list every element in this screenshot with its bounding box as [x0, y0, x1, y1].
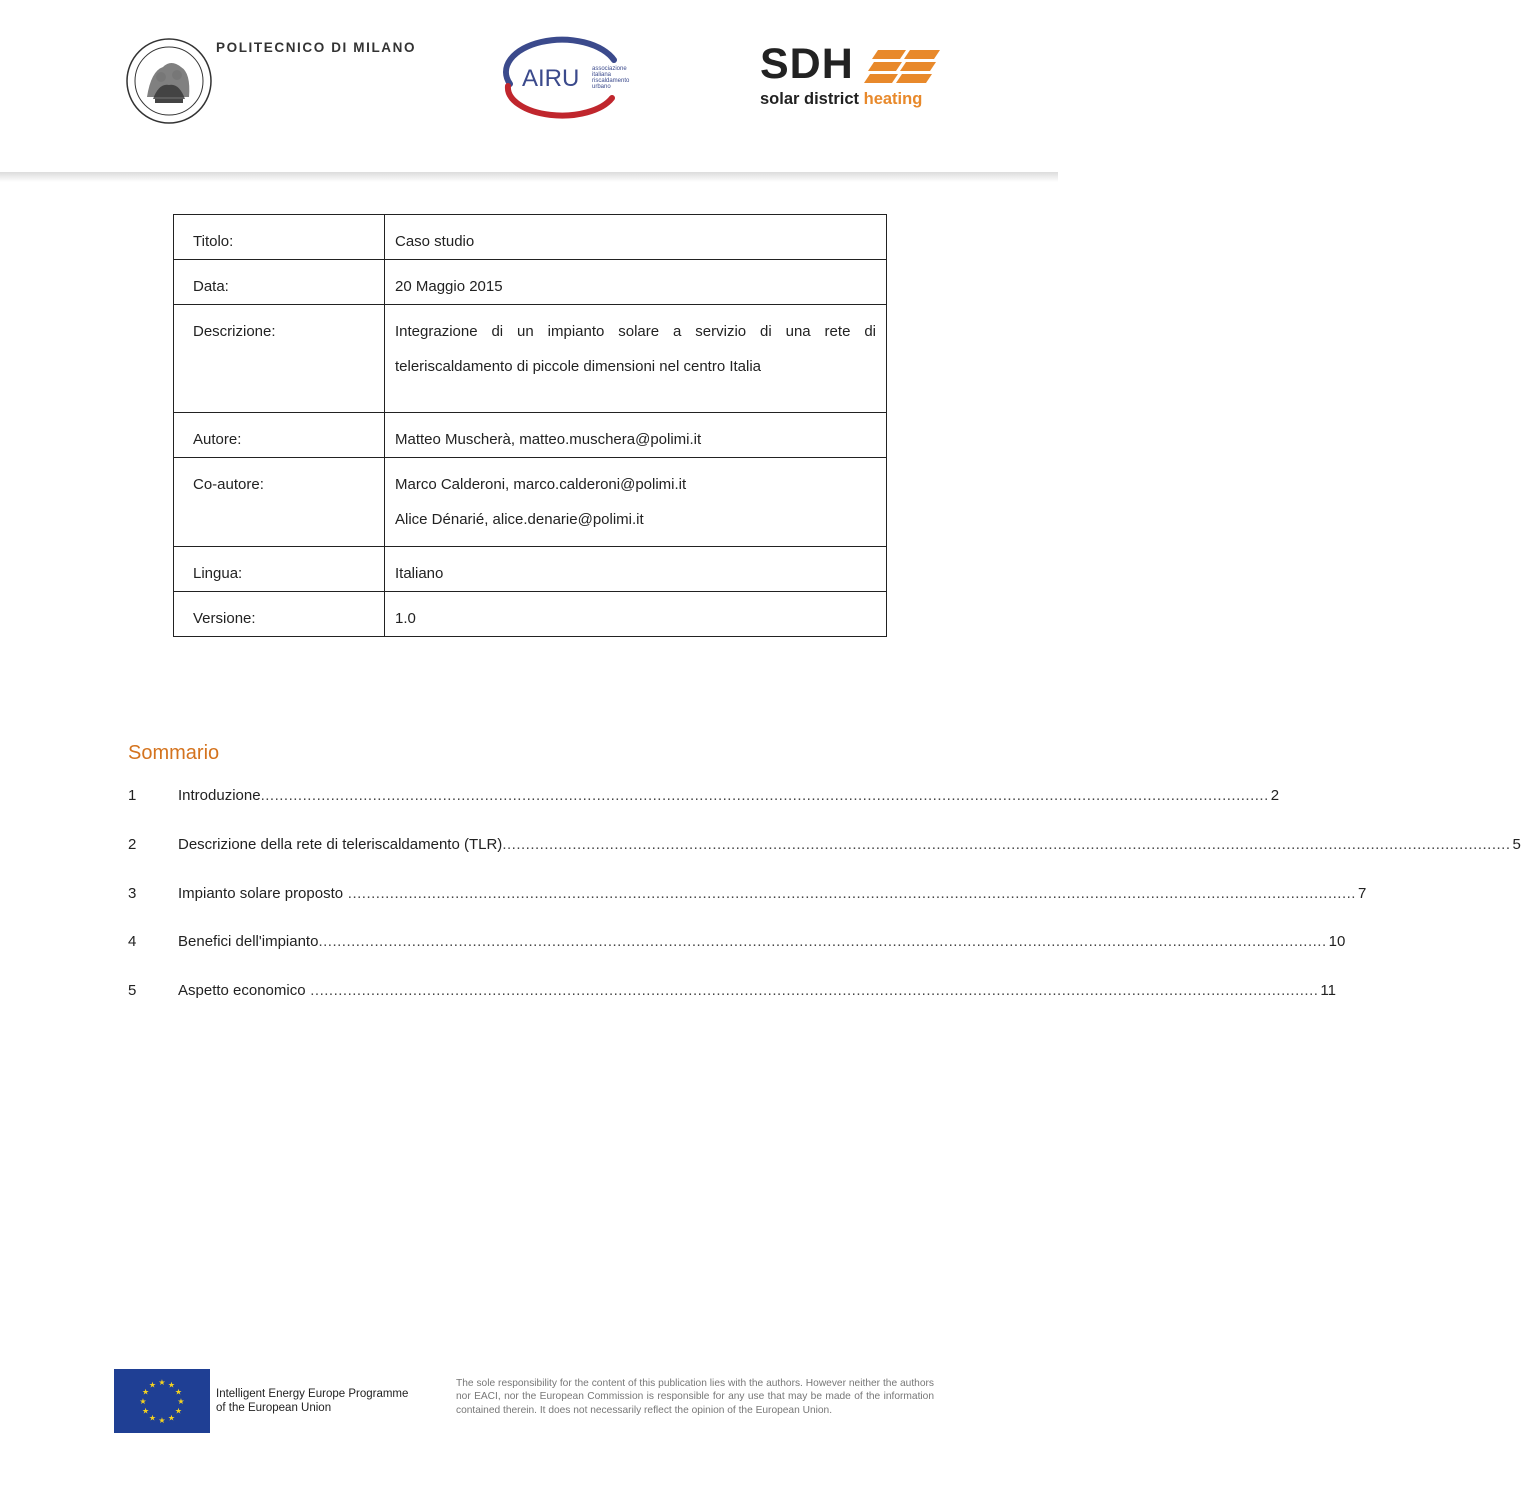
eu-program-line1: Intelligent Energy Europe Programme [216, 1388, 409, 1400]
table-row [174, 305, 887, 413]
eu-star-icon: ★ [174, 1387, 183, 1397]
airu-wordmark: AIRU [522, 65, 580, 92]
toc-page: 5 [1512, 836, 1521, 853]
toc-page: 10 [1328, 933, 1346, 950]
toc-page: 2 [1270, 787, 1280, 804]
eu-star-icon: ★ [174, 1406, 183, 1416]
airu-sub-1: associazione [592, 66, 627, 72]
toc-title: Sommario [128, 742, 220, 764]
info-key: Autore: [174, 413, 385, 458]
table-row [174, 458, 887, 547]
info-value: Caso studio [385, 215, 887, 260]
eu-star-icon: ★ [148, 1380, 157, 1390]
toc-entry[interactable] [128, 787, 1280, 809]
toc-page: 11 [1320, 982, 1336, 999]
sdh-tagline-part1: solar district [760, 90, 864, 108]
toc-entry[interactable] [128, 885, 1367, 907]
eu-star-icon: ★ [167, 1380, 176, 1390]
toc-text: Descrizione della rete di teleriscaldamento (TLR) [178, 836, 503, 853]
toc-text: Impianto solare proposto [178, 885, 344, 902]
header-divider [0, 172, 1058, 182]
info-key: Titolo: [174, 215, 385, 260]
sdh-wordmark: SDH [760, 40, 854, 88]
eu-star-icon: ★ [148, 1413, 157, 1423]
toc-text: Introduzione [178, 787, 261, 804]
legal-disclaimer: The sole responsibility for the content of this publication lies with the authors. However neither the authors nor EACI, nor the European Commission is responsible for any use that may be made of the information contained therein. It does not necessarily reflect the opinion of the European Union. [456, 1378, 934, 1416]
info-value-multi [385, 458, 887, 547]
coauthor-1: Marco Calderoni, marco.calderoni@polimi.it [395, 476, 687, 493]
eu-star-icon: ★ [141, 1387, 150, 1397]
info-value: Integrazione di un impianto solare a servizio di una rete di teleriscaldamento di piccole dimensioni nel centro Italia [385, 305, 887, 413]
info-key: Descrizione: [174, 305, 385, 413]
table-row [174, 215, 887, 260]
page-header [0, 0, 1058, 172]
sdh-logo [758, 40, 948, 112]
toc-leader: ........................................................................................................................................................................................................................ [343, 885, 1356, 902]
coauthor-2: Alice Dénarié, alice.denarie@polimi.it [395, 511, 644, 528]
airu-sub-3: riscaldamento [592, 78, 630, 84]
politecnico-name: POLITECNICO DI MILANO [216, 40, 417, 55]
toc-entry[interactable] [128, 836, 1521, 858]
toc-leader: ........................................................................................................................................................................................................................ [318, 933, 1327, 950]
info-key: Versione: [174, 592, 385, 637]
info-value: Matteo Muscherà, matteo.muschera@polimi.it [385, 413, 887, 458]
info-key: Co-autore: [174, 458, 385, 547]
airu-sub-2: italiana [592, 72, 612, 78]
document-info-table [173, 214, 887, 637]
eu-star-icon: ★ [158, 1378, 166, 1387]
toc-text: Benefici dell'impianto [178, 933, 319, 950]
toc-number: 2 [128, 836, 137, 853]
info-key: Lingua: [174, 547, 385, 592]
toc-entry[interactable] [128, 982, 1336, 1004]
sdh-bars-icon [870, 50, 940, 84]
toc-entry[interactable] [128, 933, 1346, 955]
toc-number: 3 [128, 885, 137, 902]
toc-leader: ........................................................................................................................................................................................................................ [260, 787, 1269, 804]
toc-text: Aspetto economico [178, 982, 306, 999]
table-row [174, 592, 887, 637]
info-key: Data: [174, 260, 385, 305]
politecnico-seal-logo [125, 37, 213, 125]
airu-sub-4: urbano [592, 84, 611, 90]
table-row [174, 547, 887, 592]
toc-number: 1 [128, 787, 137, 804]
table-row [174, 260, 887, 305]
toc-leader: ........................................................................................................................................................................................................................ [305, 982, 1319, 999]
eu-star-icon: ★ [141, 1406, 150, 1416]
info-value: 20 Maggio 2015 [385, 260, 887, 305]
table-row [174, 413, 887, 458]
eu-star-icon: ★ [158, 1416, 166, 1425]
toc-leader: ........................................................................................................................................................................................................................ [502, 836, 1511, 853]
sdh-tagline [760, 90, 922, 109]
info-value: Italiano [385, 547, 887, 592]
eu-program-line2: of the European Union [216, 1402, 332, 1414]
sdh-tagline-accent: heating [863, 90, 923, 108]
eu-program-label [216, 1387, 426, 1415]
info-value: 1.0 [385, 592, 887, 637]
eu-star-icon: ★ [139, 1397, 147, 1406]
eu-flag-logo [114, 1369, 210, 1433]
eu-star-icon: ★ [167, 1413, 176, 1423]
toc-number: 5 [128, 982, 137, 999]
toc-number: 4 [128, 933, 137, 950]
toc-page: 7 [1357, 885, 1367, 902]
eu-star-icon: ★ [177, 1397, 185, 1406]
airu-logo [502, 46, 638, 112]
